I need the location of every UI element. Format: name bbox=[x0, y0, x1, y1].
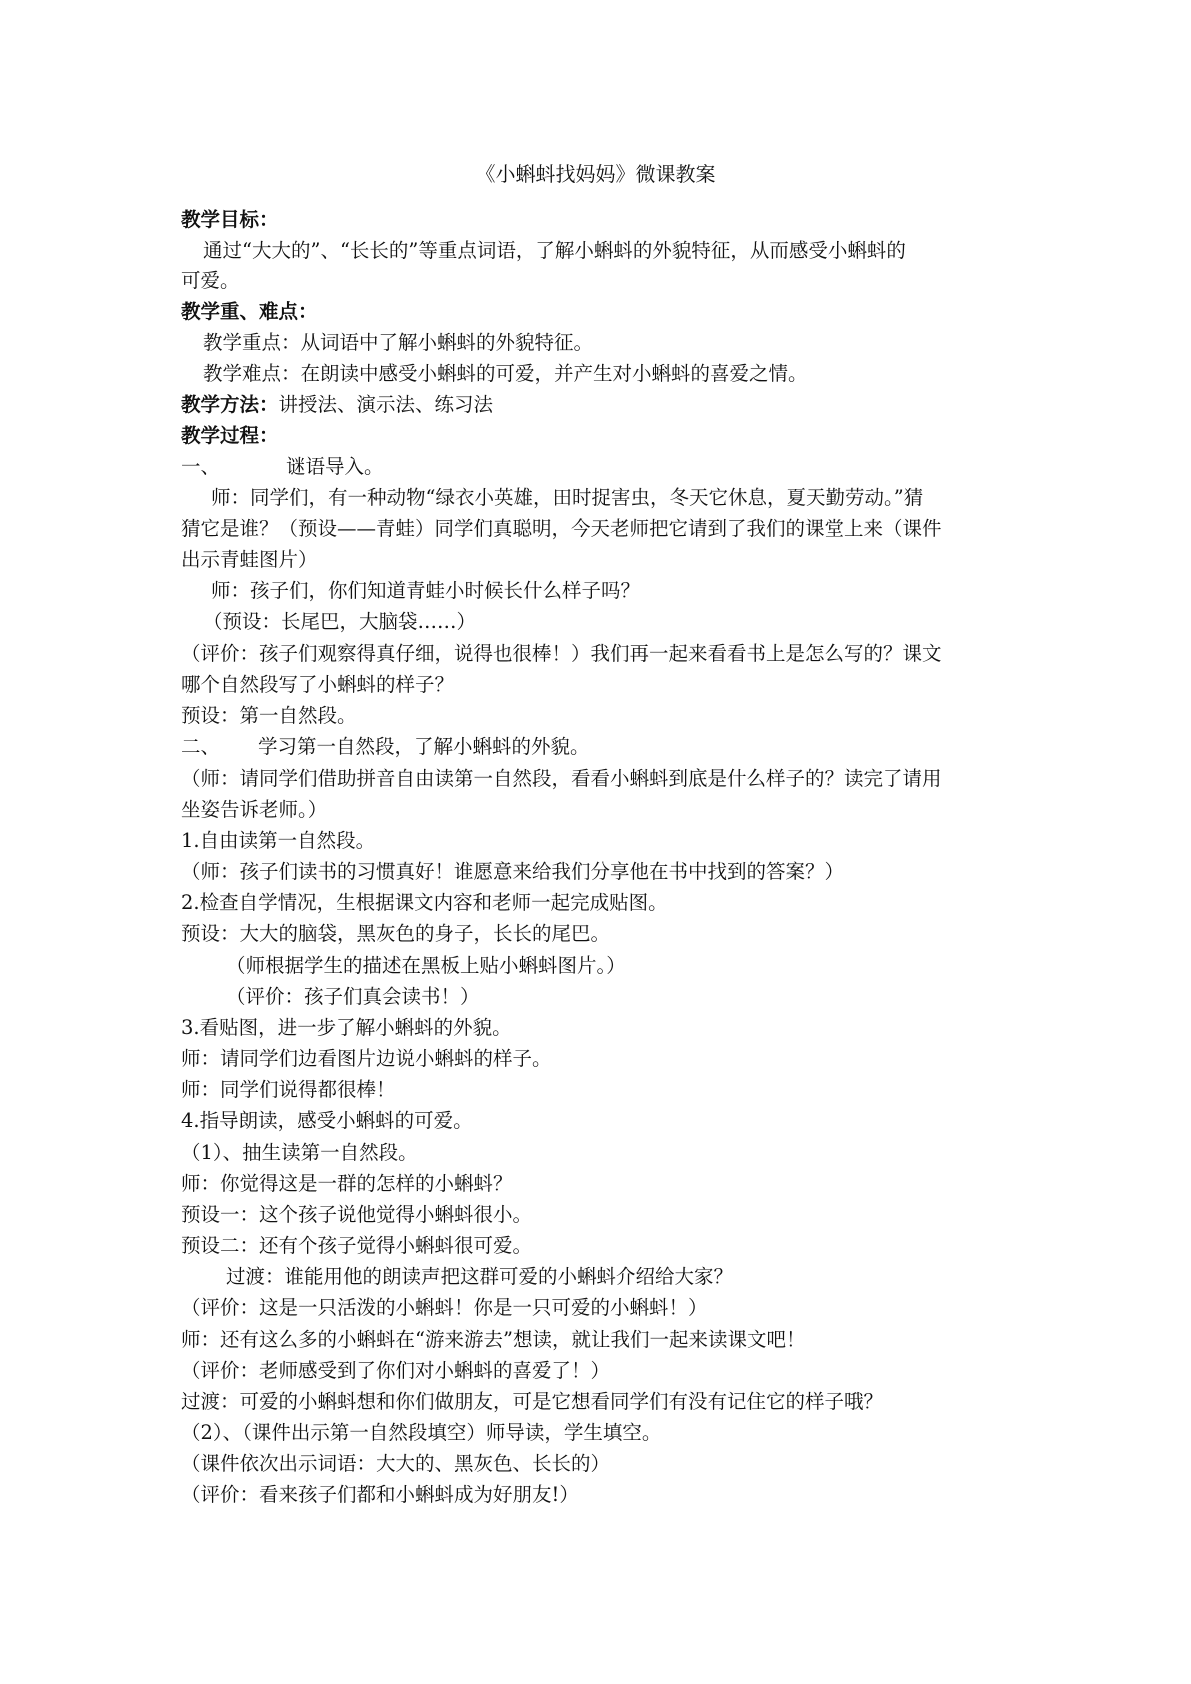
paragraph-6-line-2: 坐姿告诉老师。） bbox=[181, 798, 328, 821]
key-point: 教学重点：从词语中了解小蝌蚪的外貌特征。 bbox=[203, 331, 594, 354]
sub-step-4-preset-1: 预设一：这个孩子说他觉得小蝌蚪很小。 bbox=[181, 1203, 533, 1226]
step-1-number: 一、 bbox=[181, 455, 221, 478]
step-2-heading bbox=[181, 733, 590, 761]
sub-step-4-transition-2: 过渡：可爱的小蝌蚪想和你们做朋友，可是它想看同学们有没有记住它的样子哦？ bbox=[181, 1390, 884, 1413]
paragraph-1-line-3: 出示青蛙图片） bbox=[181, 548, 318, 571]
goal-text-line-2: 可爱。 bbox=[181, 269, 240, 292]
key-heading: 教学重、难点： bbox=[181, 300, 318, 323]
sub-step-4-2: （2）、（课件出示第一自然段填空）师导读，学生填空。 bbox=[181, 1421, 662, 1444]
sub-step-1-eval: （师：孩子们读书的习惯真好！谁愿意来给我们分享他在书中找到的答案？） bbox=[181, 860, 845, 883]
step-1-heading bbox=[181, 453, 384, 481]
paragraph-2: 师：孩子们，你们知道青蛙小时候长什么样子吗？ bbox=[211, 579, 641, 602]
sub-step-2: 2.检查自学情况，生根据课文内容和老师一起完成贴图。 bbox=[181, 891, 668, 914]
paragraph-1-line-1: 师：同学们，有一种动物“绿衣小英雄，田时捉害虫，冬天它休息，夏天勤劳动。”猜 bbox=[211, 486, 924, 509]
sub-step-4-transition: 过渡：谁能用他的朗读声把这群可爱的小蝌蚪介绍给大家？ bbox=[226, 1265, 734, 1288]
sub-step-4-eval-3: （评价：看来孩子们都和小蝌蚪成为好朋友!） bbox=[181, 1483, 579, 1506]
goal-heading: 教学目标： bbox=[181, 208, 279, 231]
sub-step-4-eval-2: （评价：老师感受到了你们对小蝌蚪的喜爱了！） bbox=[181, 1359, 611, 1382]
paragraph-3: （预设：长尾巴，大脑袋……） bbox=[203, 610, 477, 633]
sub-step-2-eval: （评价：孩子们真会读书！） bbox=[226, 985, 480, 1008]
step-2-title: 学习第一自然段，了解小蝌蚪的外貌。 bbox=[258, 735, 590, 758]
paragraph-4-line-2: 哪个自然段写了小蝌蚪的样子？ bbox=[181, 673, 455, 696]
sub-step-2-note: （师根据学生的描述在黑板上贴小蝌蚪图片。） bbox=[226, 954, 626, 977]
sub-step-4-show: （课件依次出示词语：大大的、黑灰色、长长的） bbox=[181, 1452, 611, 1475]
sub-step-3-teacher-2: 师：同学们说得都很棒！ bbox=[181, 1078, 396, 1101]
sub-step-4-teacher: 师：还有这么多的小蝌蚪在“游来游去”想读，就让我们一起来读课文吧！ bbox=[181, 1328, 806, 1351]
method-heading: 教学方法： bbox=[181, 393, 279, 416]
paragraph-5: 预设：第一自然段。 bbox=[181, 704, 357, 727]
sub-step-4-1: （1）、抽生读第一自然段。 bbox=[181, 1141, 418, 1164]
step-1-title: 谜语导入。 bbox=[286, 455, 384, 478]
method-text: 讲授法、演示法、练习法 bbox=[278, 393, 494, 416]
difficult-point: 教学难点：在朗读中感受小蝌蚪的可爱，并产生对小蝌蚪的喜爱之情。 bbox=[203, 362, 808, 385]
sub-step-3-teacher-1: 师：请同学们边看图片边说小蝌蚪的样子。 bbox=[181, 1047, 552, 1070]
page-title: 《小蝌蚪找妈妈》微课教案 bbox=[475, 162, 716, 186]
paragraph-1-line-2: 猜它是谁？（预设——青蛙）同学们真聪明，今天老师把它请到了我们的课堂上来（课件 bbox=[181, 517, 942, 540]
step-2-number: 二、 bbox=[181, 735, 221, 758]
paragraph-6-line-1: （师：请同学们借助拼音自由读第一自然段，看看小蝌蚪到底是什么样子的？读完了请用 bbox=[181, 767, 942, 790]
sub-step-2-preset: 预设：大大的脑袋，黑灰色的身子，长长的尾巴。 bbox=[181, 922, 611, 945]
sub-step-3: 3.看贴图，进一步了解小蝌蚪的外貌。 bbox=[181, 1016, 512, 1039]
sub-step-4-question: 师：你觉得这是一群的怎样的小蝌蚪？ bbox=[181, 1172, 513, 1195]
sub-step-4-eval-1: （评价：这是一只活泼的小蝌蚪！你是一只可爱的小蝌蚪！） bbox=[181, 1296, 708, 1319]
goal-text-line-1: 通过“大大的”、“长长的”等重点词语，了解小蝌蚪的外貌特征，从而感受小蝌蚪的 bbox=[203, 239, 906, 262]
process-heading: 教学过程： bbox=[181, 424, 279, 447]
sub-step-4-preset-2: 预设二：还有个孩子觉得小蝌蚪很可爱。 bbox=[181, 1234, 533, 1257]
paragraph-4-line-1: （评价：孩子们观察得真仔细，说得也很棒！）我们再一起来看看书上是怎么写的？课文 bbox=[181, 642, 942, 665]
sub-step-4: 4.指导朗读，感受小蝌蚪的可爱。 bbox=[181, 1109, 473, 1132]
sub-step-1: 1.自由读第一自然段。 bbox=[181, 829, 376, 852]
method-line bbox=[181, 391, 493, 419]
